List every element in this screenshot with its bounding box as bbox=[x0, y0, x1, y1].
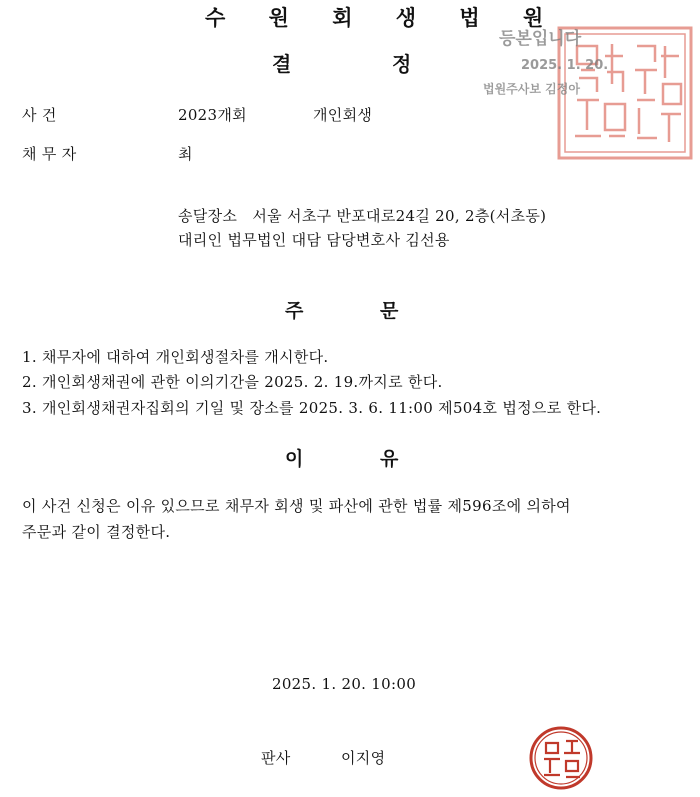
reason-line-2: 주문과 같이 결정한다. bbox=[22, 523, 171, 541]
service-address-line bbox=[178, 205, 546, 226]
case-type: 개인회생 bbox=[313, 106, 373, 124]
case-number: 2023개회 bbox=[178, 106, 247, 124]
document-type-second-char: 정 bbox=[392, 52, 412, 76]
order-item-2: 2. 개인회생채권에 관한 이의기간을 2025. 2. 19.까지로 한다. bbox=[22, 373, 443, 391]
representative: 대리인 법무법인 대담 담당변호사 김선용 bbox=[178, 231, 450, 249]
reason-title-second-char: 유 bbox=[380, 448, 399, 470]
judge-name: 이지영 bbox=[341, 749, 386, 767]
service-address: 서울 서초구 반포대로24길 20, 2층(서초동) bbox=[252, 207, 547, 225]
certification-clerk: 법원주사보 김정아 bbox=[483, 82, 580, 96]
reason-line-1: 이 사건 신청은 이유 있으므로 채무자 회생 및 파산에 관한 법률 제596조에 의하여 bbox=[22, 497, 571, 515]
judge-seal-stamp bbox=[528, 725, 594, 791]
judge-label: 판사 bbox=[261, 749, 291, 767]
order-item-1: 1. 채무자에 대하여 개인회생절차를 개시한다. bbox=[22, 348, 329, 366]
document-type-first-char: 결 bbox=[272, 52, 292, 76]
order-title-second-char: 문 bbox=[380, 300, 399, 322]
debtor-label: 채 무 자 bbox=[22, 145, 77, 163]
service-address-label: 송달장소 bbox=[178, 207, 238, 225]
reason-title-first-char: 이 bbox=[285, 448, 304, 470]
case-label: 사 건 bbox=[22, 106, 57, 124]
decision-date: 2025. 1. 20. 10:00 bbox=[272, 675, 417, 693]
order-item-3: 3. 개인회생채권자집회의 기일 및 장소를 2025. 3. 6. 11:00 제504호 법정으로 한다. bbox=[22, 399, 602, 417]
certification-date: 2025. 1. 20. bbox=[521, 58, 609, 73]
debtor-name: 최 bbox=[178, 145, 193, 163]
court-name: 수 원 회 생 법 원 bbox=[205, 6, 562, 30]
order-title-first-char: 주 bbox=[285, 300, 304, 322]
certified-copy-text: 등본입니다 bbox=[499, 29, 582, 49]
